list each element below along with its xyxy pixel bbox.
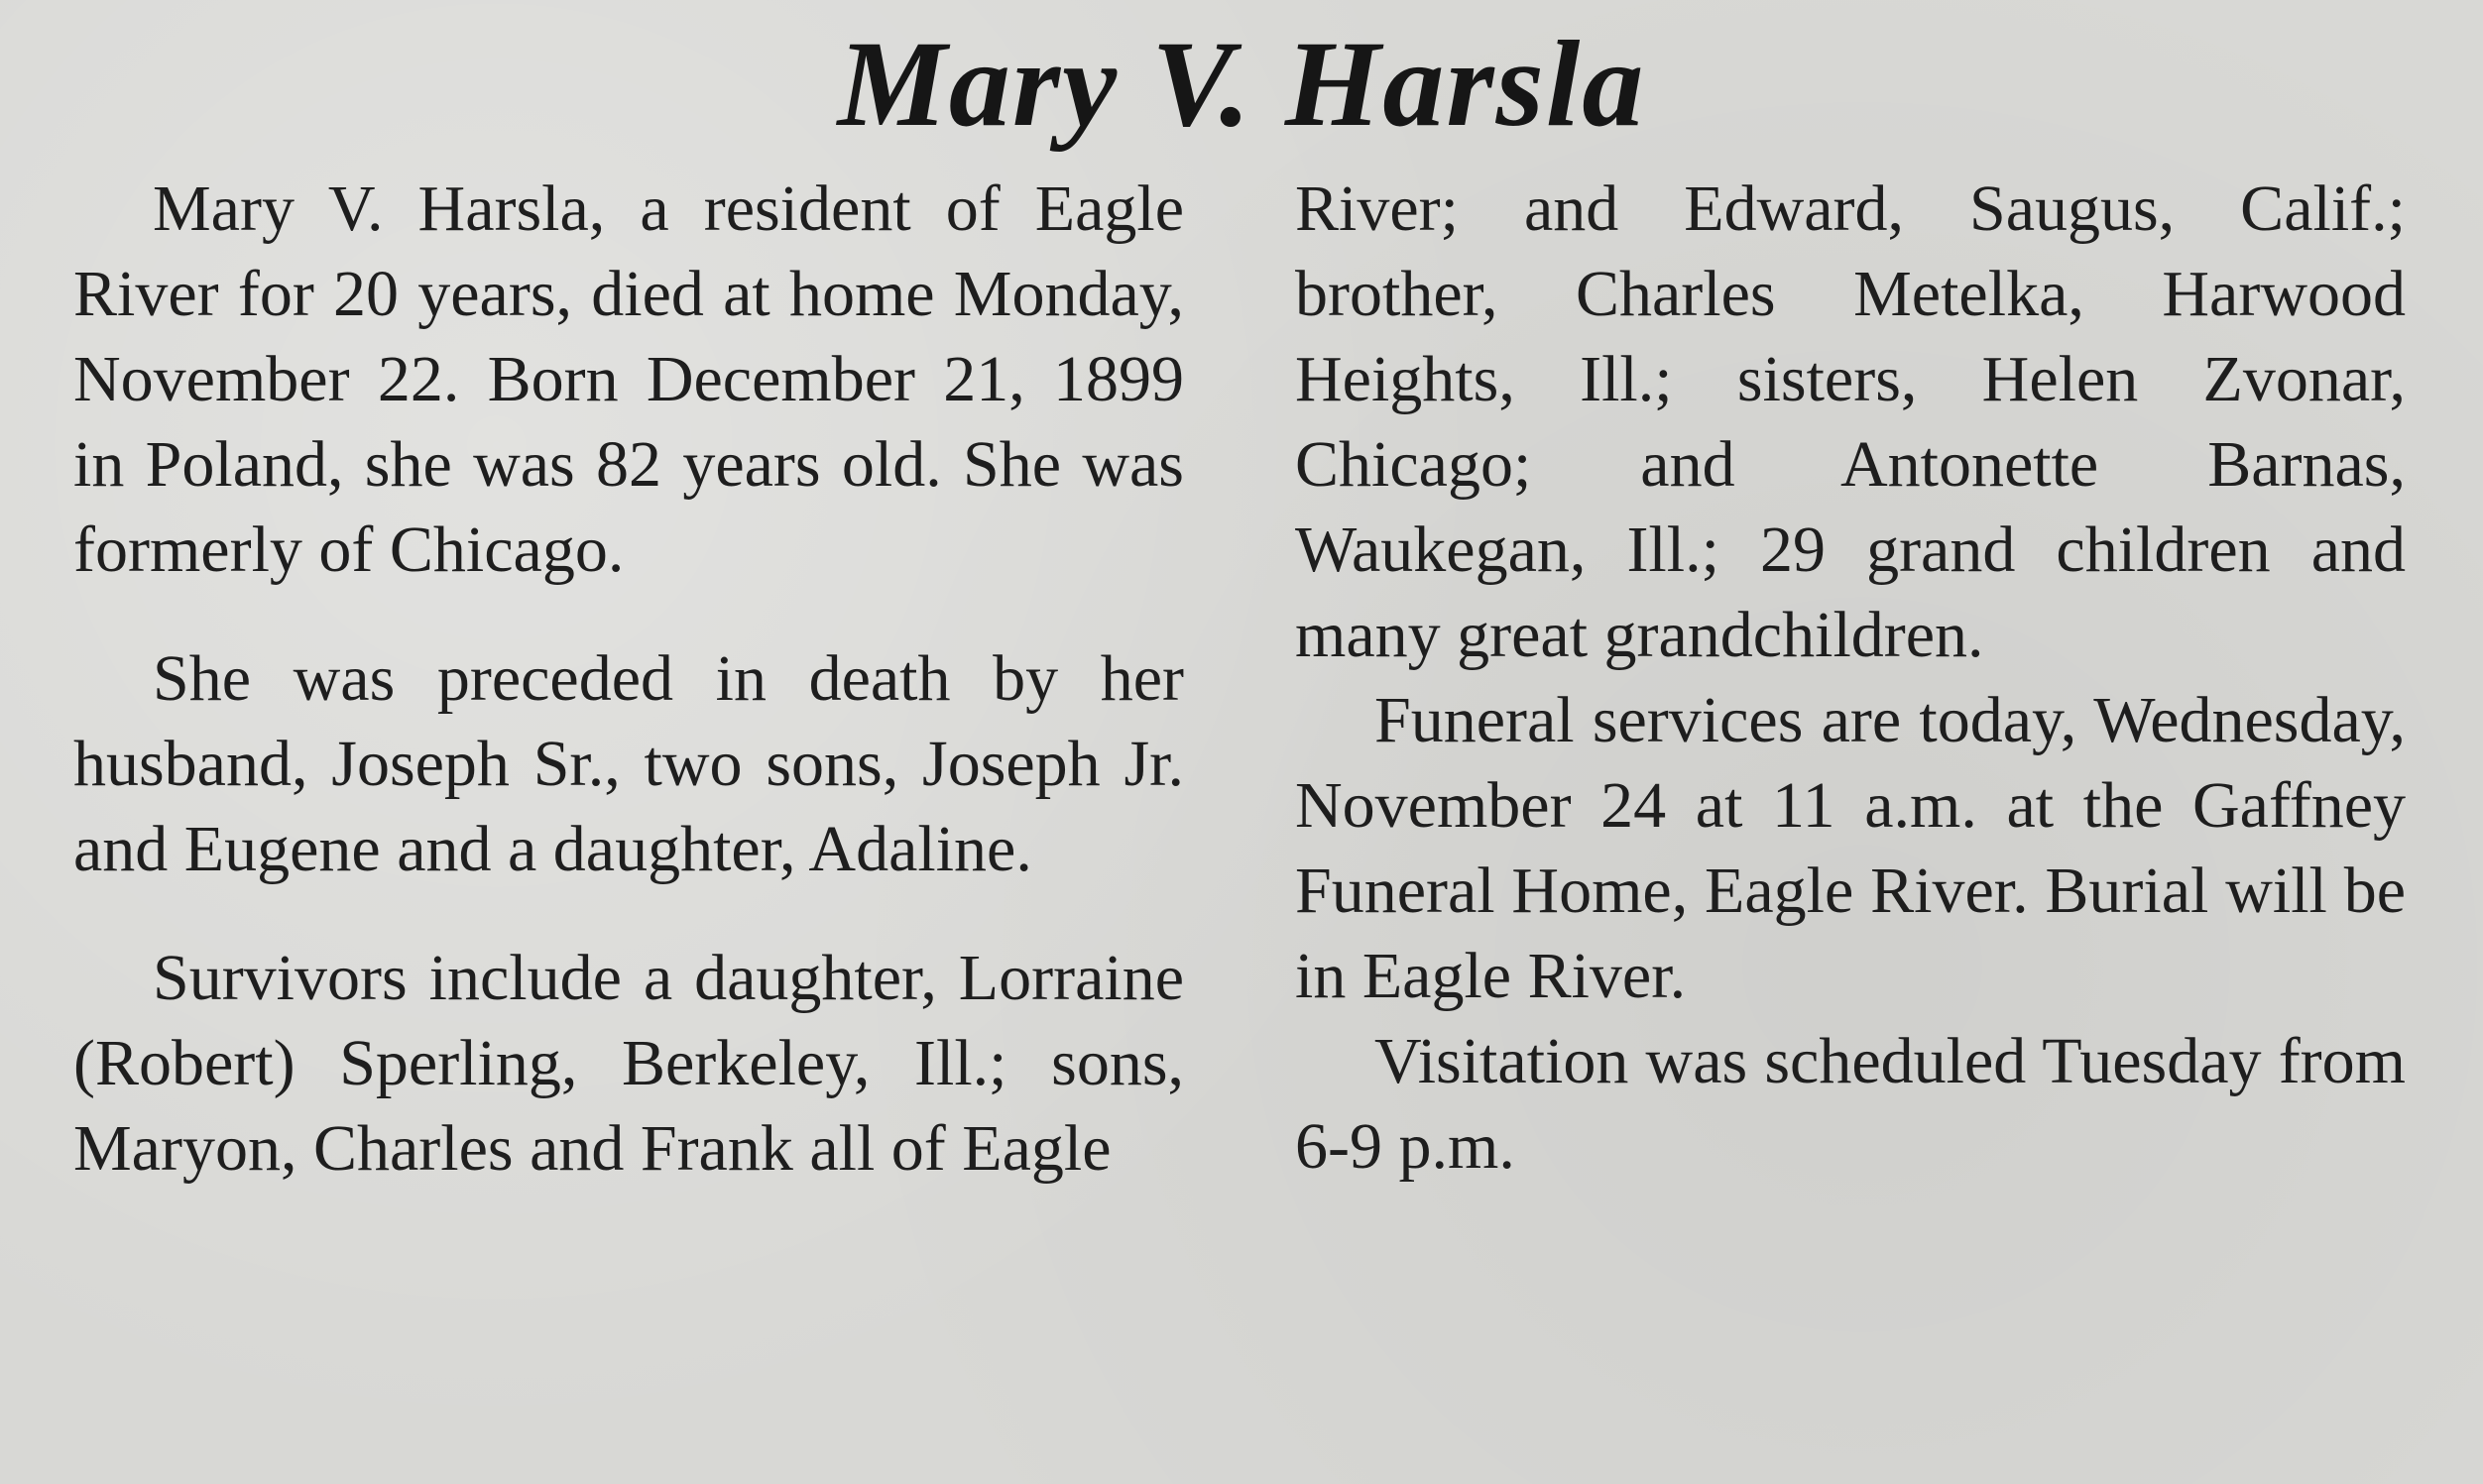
paragraph-funeral-services: Funeral services are today, Wednesday, November 24 at 11 a.m. at the Gaffney Funeral Home, Eagle River. Burial will be in Eagle River. — [1295, 684, 2406, 1012]
left-column — [73, 167, 1184, 1192]
paragraph-preceded-in-death: She was preceded in death by her husband, Joseph Sr., two sons, Joseph Jr. and Eugene and a daughter, Adaline. — [73, 642, 1184, 885]
paragraph-death-notice: Mary V. Harsla, a resident of Eagle River for 20 years, died at home Monday, November 22. Born December 21, 1899 in Poland, she was 82 years old. She was formerly of Chicago. — [73, 172, 1184, 586]
paragraph-visitation: Visitation was scheduled Tuesday from 6-9 p.m. — [1295, 1025, 2406, 1183]
paragraph-survivors-continued: River; and Edward, Saugus, Calif.; brother, Charles Metelka, Harwood Heights, Ill.; sisters, Helen Zvonar, Chicago; and Antonette Barnas, Waukegan, Ill.; 29 grand children and many great grandchildren. — [1295, 172, 2406, 671]
paragraph-survivors-start: Survivors include a daughter, Lorraine (Robert) Sperling, Berkeley, Ill.; sons, Maryon, Charles and Frank all of Eagle — [73, 942, 1184, 1185]
right-column — [1295, 167, 2406, 1190]
obituary-title: Mary V. Harsla — [837, 16, 1646, 152]
